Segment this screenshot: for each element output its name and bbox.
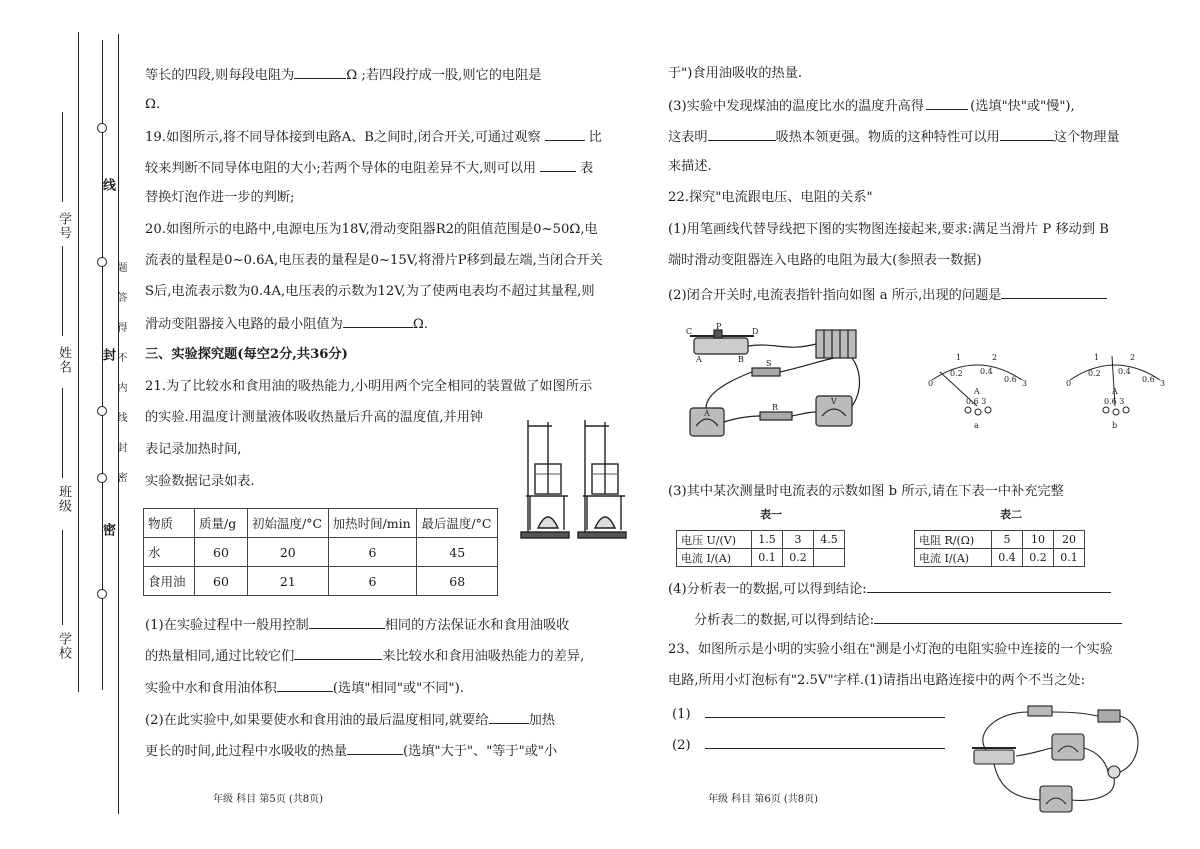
text: (选填"相同"或"不同"). bbox=[332, 681, 464, 696]
sub-question-3-line-3: 来描述. bbox=[668, 159, 712, 174]
text: 比 bbox=[588, 130, 602, 145]
text: (3)实验中发现煤油的温度比水的温度升高得 bbox=[668, 99, 925, 114]
question-20-line-1: 20.如图所示的电路中,电源电压为18V,滑动变阻器R2的阻值范围是0~50Ω,电 bbox=[145, 222, 598, 237]
question-21-line-4: 实验数据记录如表. bbox=[145, 474, 255, 489]
question-22-part-4-line-2 bbox=[694, 609, 1122, 631]
meter-a-label: a bbox=[974, 421, 979, 430]
table-row bbox=[677, 549, 845, 567]
answer-blank[interactable] bbox=[1000, 126, 1054, 141]
text: 这表明 bbox=[668, 130, 708, 145]
meter-terminals: 0.6 3 bbox=[1104, 397, 1125, 406]
notice-char: 线 bbox=[115, 412, 126, 423]
sub-question-1-line-3 bbox=[145, 677, 464, 699]
table-cell: 20 bbox=[248, 538, 329, 567]
text: 19.如图所示,将不同导体接到电路A、B之间时,闭合开关,可通过观察 bbox=[145, 130, 541, 145]
table-cell: 21 bbox=[248, 567, 329, 596]
table-cell: 电流 I/(A) bbox=[677, 549, 752, 567]
question-20-line-3: S后,电流表示数为0.4A,电压表的示数为12V,为了使两电表均不超过其量程,则 bbox=[145, 284, 595, 299]
question-23-line-1: 23、如图所示是小明的实验小组在"测是小灯泡的电阻实验中连接的一个实验 bbox=[668, 642, 1113, 657]
text: (选填"快"或"慢"), bbox=[970, 99, 1075, 114]
meter-tick: 3 bbox=[1160, 379, 1166, 388]
circuit-label: C bbox=[686, 327, 693, 336]
notice-char: 内 bbox=[115, 382, 126, 393]
binding-line-outer bbox=[78, 32, 79, 692]
table-header-cell: 加热时间/min bbox=[328, 509, 417, 538]
table-row bbox=[915, 531, 1085, 549]
text: 相同的方法保证水和食用油吸收 bbox=[384, 618, 570, 633]
name-field[interactable] bbox=[62, 246, 63, 336]
meter-tick: 0.2 bbox=[1088, 369, 1101, 378]
answer-blank[interactable] bbox=[540, 157, 576, 172]
question-18-line bbox=[145, 64, 541, 86]
answer-blank[interactable] bbox=[545, 126, 585, 141]
table-cell: 0.2 bbox=[783, 549, 814, 567]
table-row bbox=[915, 549, 1085, 567]
text: Ω ;若四段拧成一股,则它的电阻是 bbox=[346, 68, 542, 83]
question-23-answer-2 bbox=[672, 734, 945, 756]
notice-char: 答 bbox=[115, 292, 126, 303]
data-table bbox=[143, 508, 498, 596]
table-row bbox=[144, 567, 498, 596]
question-22-part-1-line-1: (1)用笔画线代替导线把下图的实物图连接起来,要求:满足当滑片 P 移动到 B bbox=[668, 222, 1109, 237]
answer-blank[interactable] bbox=[874, 609, 1122, 624]
question-18-end: Ω. bbox=[145, 97, 161, 112]
student-id-field[interactable] bbox=[62, 112, 63, 202]
table-1 bbox=[676, 530, 845, 567]
table-row bbox=[677, 531, 845, 549]
text: 更长的时间,此过程中水吸收的热量 bbox=[145, 744, 348, 759]
answer-blank[interactable] bbox=[343, 313, 413, 328]
text: (2)在此实验中,如果要使水和食用油的最后温度相同,就要给 bbox=[145, 713, 489, 728]
question-21-line-3: 表记录加热时间, bbox=[145, 442, 242, 457]
ammeter-b-figure bbox=[1060, 346, 1170, 430]
question-21-continued: 于")食用油吸收的热量. bbox=[668, 66, 803, 81]
dense-char: 密 bbox=[100, 523, 115, 537]
sub-question-3-line-2 bbox=[668, 126, 1120, 148]
answer-blank[interactable] bbox=[294, 645, 382, 660]
table-cell: 6 bbox=[328, 567, 417, 596]
circuit-label: V bbox=[831, 397, 837, 406]
text: 这个物理量 bbox=[1053, 130, 1120, 145]
text: 较来判断不同导体电阻的大小;若两个导体的电阻差异不大,则可以用 bbox=[145, 161, 537, 176]
table-header-cell: 初始温度/°C bbox=[248, 509, 329, 538]
table-row bbox=[144, 538, 498, 567]
answer-blank[interactable] bbox=[277, 677, 333, 692]
circuit-label: R bbox=[772, 403, 779, 412]
answer-blank[interactable] bbox=[926, 95, 968, 110]
heating-apparatus-figure bbox=[518, 412, 633, 542]
question-20-line-2: 流表的量程是0~0.6A,电压表的量程是0~15V,将滑片P移到最左端,当闭合开关 bbox=[145, 253, 603, 268]
question-22-part-4-line-1 bbox=[668, 578, 1111, 600]
binding-hole bbox=[97, 589, 107, 599]
text: 来比较水和食用油吸热能力的差异, bbox=[382, 649, 585, 664]
section-3-heading: 三、实验探究题(每空2分,共36分) bbox=[145, 347, 348, 362]
text: (2) bbox=[672, 738, 691, 753]
meter-tick: 0.4 bbox=[1118, 367, 1131, 376]
notice-char: 题 bbox=[115, 262, 126, 273]
meter-unit: A bbox=[1112, 387, 1118, 396]
line-char: 线 bbox=[100, 178, 115, 192]
table-1-title: 表一 bbox=[760, 508, 782, 521]
page-footer-left: 年级 科目 第5页 (共8页) bbox=[213, 794, 324, 805]
circuit-label: A bbox=[696, 355, 702, 364]
circuit-figure-q22 bbox=[676, 322, 866, 448]
binding-hole bbox=[97, 123, 107, 133]
sub-question-2-line-2 bbox=[145, 740, 557, 762]
text: 吸热本领更强。物质的这种特性可以用 bbox=[775, 130, 1000, 145]
text: 分析表二的数据,可以得到结论: bbox=[694, 613, 875, 628]
text: 表 bbox=[580, 161, 594, 176]
question-22-part-1-line-2: 端时滑动变阻器连入电路的电阻为最大(参照表一数据) bbox=[668, 253, 982, 268]
notice-char: 不 bbox=[115, 352, 126, 363]
table-cell: 20 bbox=[1054, 531, 1085, 549]
question-21-line-1: 21.为了比较水和食用油的吸热能力,小明用两个完全相同的装置做了如图所示 bbox=[145, 379, 593, 394]
answer-blank[interactable] bbox=[309, 614, 385, 629]
answer-blank[interactable] bbox=[347, 740, 403, 755]
circuit-label: B bbox=[738, 355, 744, 364]
seal-char: 封 bbox=[100, 348, 115, 362]
table-cell: 6 bbox=[328, 538, 417, 567]
circuit-label: D bbox=[752, 327, 759, 336]
question-22-part-3: (3)其中某次测量时电流表的示数如图 b 所示,请在下表一中补充完整 bbox=[668, 484, 1064, 499]
answer-blank[interactable] bbox=[705, 703, 945, 718]
text: (4)分析表一的数据,可以得到结论: bbox=[668, 582, 867, 597]
meter-unit: A bbox=[974, 387, 980, 396]
question-23-line-2: 电路,所用小灯泡标有"2.5V"字样.(1)请指出电路连接中的两个不当之处: bbox=[668, 673, 1086, 688]
table-cell: 0.1 bbox=[1054, 549, 1085, 567]
text: (2)闭合开关时,电流表指针指向如图 a 所示,出现的问题是 bbox=[668, 288, 1002, 303]
question-21-line-2: 的实验.用温度计测量液体吸收热量后升高的温度值,并用钟 bbox=[145, 410, 484, 425]
question-22-part-2 bbox=[668, 284, 1107, 306]
circuit-label: A bbox=[704, 409, 710, 418]
circuit-label: P bbox=[716, 322, 722, 331]
question-23-answer-1 bbox=[672, 703, 945, 725]
text: (1) bbox=[672, 707, 691, 722]
table-cell-blank[interactable] bbox=[814, 549, 845, 567]
sub-question-3-line-1 bbox=[668, 95, 1075, 117]
meter-tick: 0.6 bbox=[1142, 375, 1155, 384]
table-header-cell: 质量/g bbox=[195, 509, 248, 538]
meter-tick: 3 bbox=[1022, 379, 1028, 388]
table-cell: 电流 I/(A) bbox=[915, 549, 992, 567]
meter-tick: 0.2 bbox=[950, 369, 963, 378]
text: 加热 bbox=[528, 713, 555, 728]
sub-question-2-line-1 bbox=[145, 709, 555, 731]
meter-tick: 2 bbox=[992, 353, 998, 362]
notice-char: 得 bbox=[115, 322, 126, 333]
text: (选填"大于"、"等于"或"小 bbox=[403, 744, 558, 759]
student-id-label: 学号 bbox=[56, 212, 71, 240]
table-cell: 3 bbox=[783, 531, 814, 549]
table-2-title: 表二 bbox=[1000, 508, 1022, 521]
text: 实验中水和食用油体积 bbox=[145, 681, 277, 696]
table-cell: 1.5 bbox=[752, 531, 783, 549]
school-field[interactable] bbox=[62, 530, 63, 625]
binding-line-cut bbox=[118, 34, 119, 814]
table-cell: 0.2 bbox=[1023, 549, 1054, 567]
answer-blank[interactable] bbox=[294, 64, 346, 79]
sub-question-1-line-1 bbox=[145, 614, 569, 636]
class-field[interactable] bbox=[62, 388, 63, 478]
meter-tick: 1 bbox=[956, 353, 962, 362]
school-label: 学校 bbox=[56, 632, 71, 660]
table-cell: 4.5 bbox=[814, 531, 845, 549]
circuit-label: S bbox=[766, 359, 772, 368]
meter-tick: 2 bbox=[1130, 353, 1136, 362]
meter-terminals: 0.6 3 bbox=[966, 397, 987, 406]
binding-hole bbox=[97, 257, 107, 267]
text: 滑动变阻器接入电路的最小阻值为 bbox=[145, 317, 343, 332]
answer-blank[interactable] bbox=[705, 734, 945, 749]
binding-hole bbox=[97, 473, 107, 483]
table-header-cell: 最后温度/°C bbox=[417, 509, 498, 538]
table-cell: 60 bbox=[195, 567, 248, 596]
ammeter-a-figure bbox=[922, 346, 1032, 430]
answer-blank[interactable] bbox=[708, 126, 776, 141]
text: 的热量相同,通过比较它们 bbox=[145, 649, 295, 664]
table-cell: 食用油 bbox=[144, 567, 195, 596]
question-19-line-3: 替换灯泡作进一步的判断; bbox=[145, 190, 295, 205]
table-cell: 68 bbox=[417, 567, 498, 596]
table-header-cell: 物质 bbox=[144, 509, 195, 538]
answer-blank[interactable] bbox=[867, 578, 1111, 593]
table-2 bbox=[914, 530, 1085, 567]
notice-char: 密 bbox=[115, 472, 126, 483]
circuit-figure-q23 bbox=[968, 702, 1150, 820]
answer-blank[interactable] bbox=[489, 709, 529, 724]
answer-blank[interactable] bbox=[1001, 284, 1107, 299]
text: 等长的四段,则每段电阻为 bbox=[145, 68, 295, 83]
meter-tick: 0 bbox=[1066, 379, 1072, 388]
sub-question-1-line-2 bbox=[145, 645, 584, 667]
meter-tick: 0 bbox=[928, 379, 934, 388]
meter-b-label: b bbox=[1112, 421, 1118, 430]
text: (1)在实验过程中一般用控制 bbox=[145, 618, 309, 633]
name-label: 姓名 bbox=[56, 346, 71, 374]
binding-hole bbox=[97, 406, 107, 416]
table-cell: 45 bbox=[417, 538, 498, 567]
question-19-line-2 bbox=[145, 157, 593, 179]
meter-tick: 1 bbox=[1094, 353, 1100, 362]
page-footer-right: 年级 科目 第6页 (共8页) bbox=[708, 794, 819, 805]
table-cell: 电阻 R/(Ω) bbox=[915, 531, 992, 549]
table-cell: 0.4 bbox=[992, 549, 1023, 567]
table-cell: 5 bbox=[992, 531, 1023, 549]
table-cell: 10 bbox=[1023, 531, 1054, 549]
table-cell: 0.1 bbox=[752, 549, 783, 567]
text: Ω. bbox=[412, 317, 428, 332]
class-label: 班级 bbox=[56, 485, 71, 513]
table-header-row bbox=[144, 509, 498, 538]
notice-char: 封 bbox=[115, 442, 126, 453]
table-cell: 60 bbox=[195, 538, 248, 567]
question-19-line-1 bbox=[145, 126, 602, 148]
question-22-title: 22.探究"电流跟电压、电阻的关系" bbox=[668, 190, 873, 205]
question-20-line-4 bbox=[145, 313, 428, 335]
meter-tick: 0.6 bbox=[1004, 375, 1017, 384]
table-cell: 电压 U/(V) bbox=[677, 531, 752, 549]
meter-tick: 0.4 bbox=[980, 367, 993, 376]
table-cell: 水 bbox=[144, 538, 195, 567]
